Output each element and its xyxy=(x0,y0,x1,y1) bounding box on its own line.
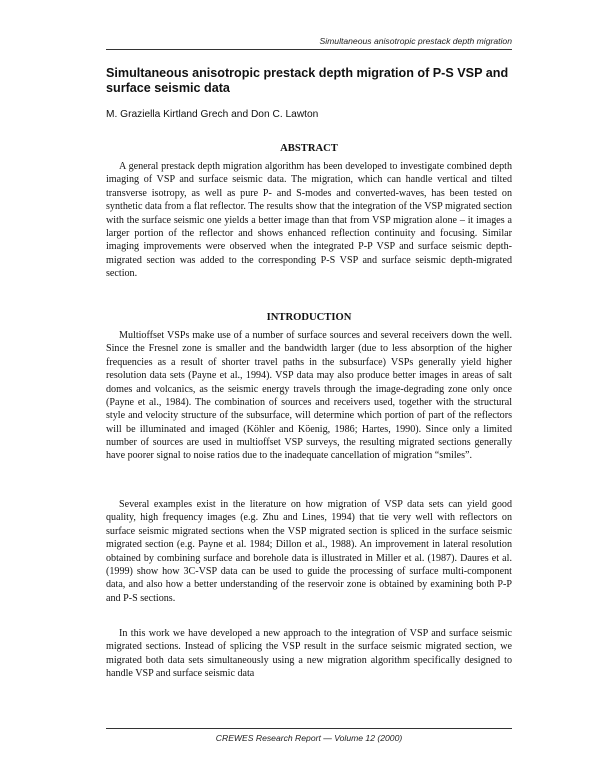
paper-title: Simultaneous anisotropic prestack depth migration of P-S VSP and surface seismic data xyxy=(106,66,509,95)
intro-paragraph-1: Multioffset VSPs make use of a number of surface sources and several receivers down the well. Since the Fresnel zone is smaller and the bandwidth larger (due to less absorption of the higher frequencies as a result of shorter travel paths in the subsurface) VSPs generally yield higher resolution data sets (Payne et al., 1994). VSP data may also produce better images in areas of salt domes and volcanics, as the seismic energy travels through the image-degrading zone only once (Payne et al., 1984). The combination of sources and receivers used, together with the structural style and velocity structure of the subsurface, will determine which portion of part of the reflectors will be illuminated and imaged (Köhler and Köenig, 1986; Hartes, 1990). Since only a limited number of sources are used in multioffset VSP surveys, the resulting migrated sections generally have poorer signal to noise ratios due to the inadequate cancellation of migration “smiles”. xyxy=(106,330,512,462)
intro-paragraph-2: Several examples exist in the literature on how migration of VSP data sets can yield good quality, high frequency images (e.g. Zhu and Lines, 1994) that tie very well with reflectors on surface seismic migrated sections when the VSP migrated section is spliced in the surface seismic migrated section (e.g. Payne et al. 1984; Dillon et al., 1988). An improvement in lateral resolution obtained by combining surface and borehole data is illustrated in Miller et al. (1987). Daures et al. (1999) show how 3C-VSP data can be used to guide the processing of surface multi-component data, and also how a better understanding of the reservoir zone is obtained by examining both P-P and P-S sections. xyxy=(106,499,512,604)
abstract-heading: ABSTRACT xyxy=(280,143,338,154)
abstract-paragraph: A general prestack depth migration algorithm has been developed to investigate combined depth imaging of VSP and surface seismic data. The migration, which can handle vertical and tilted transverse isotropy, as well as pure P- and S-modes and converted-waves, has been tested on synthetic data from a flat reflector. The results show that the integration of the VSP migrated section with the surface seismic one yields a better image than that from VSP migration alone – it images a larger portion of the reflector and shows enhanced reflection continuity and focusing. Similar imaging improvements were observed when the integrated P-P VSP and surface seismic depth-migrated section was added to the corresponding P-S VSP and surface seismic depth-migrated section. xyxy=(106,161,512,279)
author-list: M. Graziella Kirtland Grech and Don C. Lawton xyxy=(106,109,319,120)
running-head: Simultaneous anisotropic prestack depth migration xyxy=(319,36,512,46)
page-footer: CREWES Research Report — Volume 12 (2000) xyxy=(215,733,403,743)
introduction-heading: INTRODUCTION xyxy=(266,312,352,323)
footer-rule xyxy=(106,728,512,729)
intro-paragraph-3: In this work we have developed a new approach to the integration of VSP and surface seismic migrated sections. Instead of splicing the VSP result in the surface seismic migrated section, we migrated both data sets simultaneously using a new migration algorithm specifically designed to handle VSP and surface seismic data xyxy=(106,628,512,680)
header-rule xyxy=(106,49,512,50)
